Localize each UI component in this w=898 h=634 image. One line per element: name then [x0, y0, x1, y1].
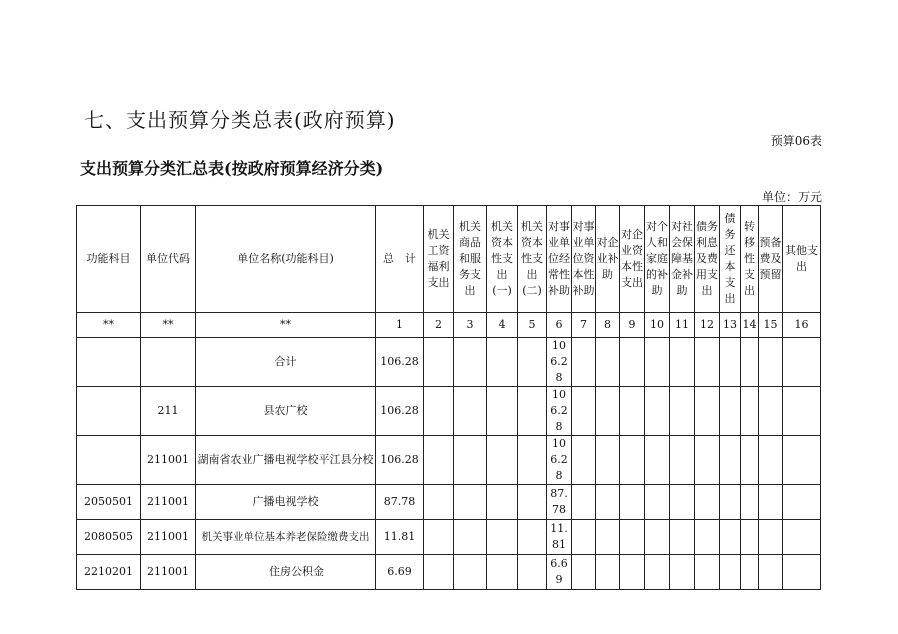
total-cell: 87.78 — [376, 485, 424, 520]
table-subtitle: 支出预算分类汇总表(按政府预算经济分类) — [80, 159, 384, 178]
col-header-c5: 机关资本性支出(二) — [518, 206, 547, 313]
unit-label: 单位：万元 — [761, 190, 822, 204]
c6-cell: 106.28 — [547, 338, 572, 387]
index-cell: ** — [141, 313, 196, 338]
index-cell: 10 — [645, 313, 670, 338]
col-header-c8: 对企业补助 — [596, 206, 620, 313]
name-cell: 县农广校 — [196, 387, 376, 436]
index-cell: 16 — [783, 313, 821, 338]
index-cell: 8 — [596, 313, 620, 338]
name-cell: 合计 — [196, 338, 376, 387]
total-cell: 6.69 — [376, 555, 424, 590]
col-header-func: 功能科目 — [77, 206, 141, 313]
table-row — [77, 555, 821, 590]
index-cell: ** — [196, 313, 376, 338]
col-header-c6: 对事业单位经常性补助 — [547, 206, 572, 313]
func-cell — [77, 338, 141, 387]
index-cell: ** — [77, 313, 141, 338]
col-header-c2: 机关工资福利支出 — [424, 206, 454, 313]
func-cell — [77, 387, 141, 436]
index-cell: 13 — [720, 313, 741, 338]
col-header-c15: 预备费及预留 — [759, 206, 783, 313]
code-cell: 211001 — [141, 520, 196, 555]
code-cell: 211 — [141, 387, 196, 436]
page-title: 七、支出预算分类总表(政府预算) — [84, 108, 396, 132]
c6-cell: 11.81 — [547, 520, 572, 555]
col-header-c16: 其他支出 — [783, 206, 821, 313]
func-cell: 2210201 — [77, 555, 141, 590]
col-header-c9: 对企业资本性支出 — [620, 206, 645, 313]
code-cell: 211001 — [141, 436, 196, 485]
total-cell: 106.28 — [376, 338, 424, 387]
table-row — [77, 387, 821, 436]
index-cell: 5 — [518, 313, 547, 338]
index-cell: 11 — [670, 313, 695, 338]
index-cell: 6 — [547, 313, 572, 338]
col-header-name: 单位名称(功能科目) — [196, 206, 376, 313]
index-cell: 7 — [572, 313, 596, 338]
index-cell: 12 — [695, 313, 720, 338]
index-cell: 1 — [376, 313, 424, 338]
table-id: 预算06表 — [770, 134, 822, 148]
col-header-c10: 对个人和家庭的补助 — [645, 206, 670, 313]
table-row — [77, 338, 821, 387]
c6-cell: 106.28 — [547, 387, 572, 436]
col-header-c7: 对事业单位资本性补助 — [572, 206, 596, 313]
name-cell: 湖南省农业广播电视学校平江县分校 — [196, 436, 376, 485]
table-row — [77, 485, 821, 520]
index-cell: 3 — [454, 313, 487, 338]
index-cell: 2 — [424, 313, 454, 338]
col-header-c3: 机关商品和服务支出 — [454, 206, 487, 313]
table-row — [77, 436, 821, 485]
col-header-c12: 债务利息及费用支出 — [695, 206, 720, 313]
index-cell: 9 — [620, 313, 645, 338]
total-cell: 11.81 — [376, 520, 424, 555]
name-cell: 广播电视学校 — [196, 485, 376, 520]
col-header-c13: 债务还本支出 — [720, 206, 741, 313]
total-cell: 106.28 — [376, 387, 424, 436]
col-header-c14: 转移性支出 — [741, 206, 759, 313]
col-header-code: 单位代码 — [141, 206, 196, 313]
name-cell: 住房公积金 — [196, 555, 376, 590]
code-cell: 211001 — [141, 485, 196, 520]
name-cell: 机关事业单位基本养老保险缴费支出 — [196, 520, 376, 555]
table-row — [77, 520, 821, 555]
c6-cell: 87.78 — [547, 485, 572, 520]
col-header-total: 总 计 — [376, 206, 424, 313]
index-cell: 14 — [741, 313, 759, 338]
func-cell: 2050501 — [77, 485, 141, 520]
budget-table — [76, 205, 821, 590]
col-header-c4: 机关资本性支出(一) — [487, 206, 518, 313]
func-cell: 2080505 — [77, 520, 141, 555]
col-header-c11: 对社会保障基金补助 — [670, 206, 695, 313]
total-cell: 106.28 — [376, 436, 424, 485]
code-cell: 211001 — [141, 555, 196, 590]
c6-cell: 6.69 — [547, 555, 572, 590]
index-cell: 4 — [487, 313, 518, 338]
c6-cell: 106.28 — [547, 436, 572, 485]
index-row — [77, 313, 821, 338]
func-cell — [77, 436, 141, 485]
code-cell — [141, 338, 196, 387]
header-row — [77, 206, 821, 313]
index-cell: 15 — [759, 313, 783, 338]
